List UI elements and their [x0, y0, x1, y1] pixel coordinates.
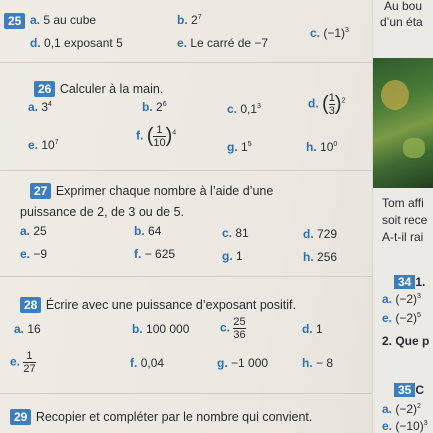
right-text-1: Au bou: [384, 0, 423, 13]
item-35a: a. $(-2)^2$: [382, 402, 421, 416]
fraction: $\frac{1}{10}$: [153, 124, 166, 149]
item-26f: f. ( $\frac{1}{10}$ )$^4$: [136, 124, 177, 149]
exercise-number: 25: [4, 13, 25, 29]
exercise-29: [10, 408, 312, 426]
right-text-2: d’un éta: [380, 15, 423, 29]
item-25a: a. 5 au cube: [30, 13, 97, 27]
right-text-tom2: soit rece: [382, 213, 428, 227]
fraction: $\frac{1}{27}$: [23, 350, 36, 375]
item-27d: d. 729: [303, 227, 338, 241]
exercise-number: 28: [20, 297, 41, 313]
item-27c: c. 81: [222, 226, 249, 240]
item-28a: a. 16: [14, 322, 41, 336]
exercise-26: [34, 80, 163, 98]
exercise-title: Exprimer chaque nombre à l’aide d’une: [55, 184, 274, 198]
item-25b: b. $2^7$: [177, 13, 202, 27]
divider: [0, 170, 372, 171]
exercise-27: [30, 182, 273, 200]
exercise-34: 34 1.: [394, 273, 425, 291]
item-26a: a. $3^4$: [28, 100, 52, 114]
item-27g: g. 1: [222, 249, 243, 263]
item-28g: g. −1 000: [217, 356, 269, 370]
exercise-number: 29: [10, 409, 31, 425]
item-27f: f. − 625: [134, 247, 176, 261]
item-26d: d. ( $\frac{1}{3}$ )$^2$: [308, 92, 346, 117]
divider: [0, 62, 372, 63]
exercise-28: [20, 296, 296, 314]
divider: [0, 276, 372, 277]
item-28e: e. $\frac{1}{27}$: [10, 350, 36, 375]
item-28h: h. − 8: [302, 356, 334, 370]
question-34-2: 2. Que p: [382, 334, 430, 348]
divider: [0, 393, 372, 394]
item-28c: c. $\frac{25}{36}$: [220, 316, 246, 341]
item-28d: d. 1: [302, 322, 323, 336]
exercise-35: 35 C: [394, 381, 424, 399]
landscape-photo: [373, 58, 433, 188]
fraction: $\frac{1}{3}$: [328, 92, 335, 117]
item-25e: e. Le carré de −7: [177, 36, 269, 50]
item-28f: f. 0,04: [130, 356, 165, 370]
item-34a: a. $(-2)^3$: [382, 292, 421, 306]
item-28b: b. 100 000: [132, 322, 190, 336]
exercise-title: Écrire avec une puissance d’exposant positif.: [45, 298, 296, 312]
item-27a: a. 25: [20, 224, 47, 238]
item-27b: b. 64: [134, 224, 162, 238]
item-26b: b. $2^6$: [142, 100, 167, 114]
item-27e: e. −9: [20, 247, 48, 261]
exercise-25: [4, 12, 25, 30]
exercise-title: Recopier et compléter par le nombre qui convient.: [35, 410, 313, 424]
exercise-number: 27: [30, 183, 51, 199]
item-26c: c. $0,1^3$: [227, 102, 261, 116]
right-text-tom3: A-t-il rai: [382, 230, 424, 244]
item-25d: d. 0,1 exposant 5: [30, 36, 123, 50]
item-35e: e. $(-10)^3$: [382, 419, 428, 433]
item-26g: g. $1^5$: [227, 140, 252, 154]
exercise-number: 26: [34, 81, 55, 97]
item-26h: h. $10^0$: [306, 140, 338, 154]
item-26e: e. $10^7$: [28, 138, 59, 152]
item-27h: h. 256: [303, 250, 338, 264]
exercise-title-line2: puissance de 2, de 3 ou de 5.: [20, 205, 185, 219]
item-34e: e. $(-2)^5$: [382, 311, 421, 325]
exercise-title: Calculer à la main.: [59, 82, 164, 96]
item-25c: c. $(-1)^3$: [310, 26, 349, 40]
fraction: $\frac{25}{36}$: [233, 316, 246, 341]
right-text-tom1: Tom affi: [382, 196, 424, 210]
